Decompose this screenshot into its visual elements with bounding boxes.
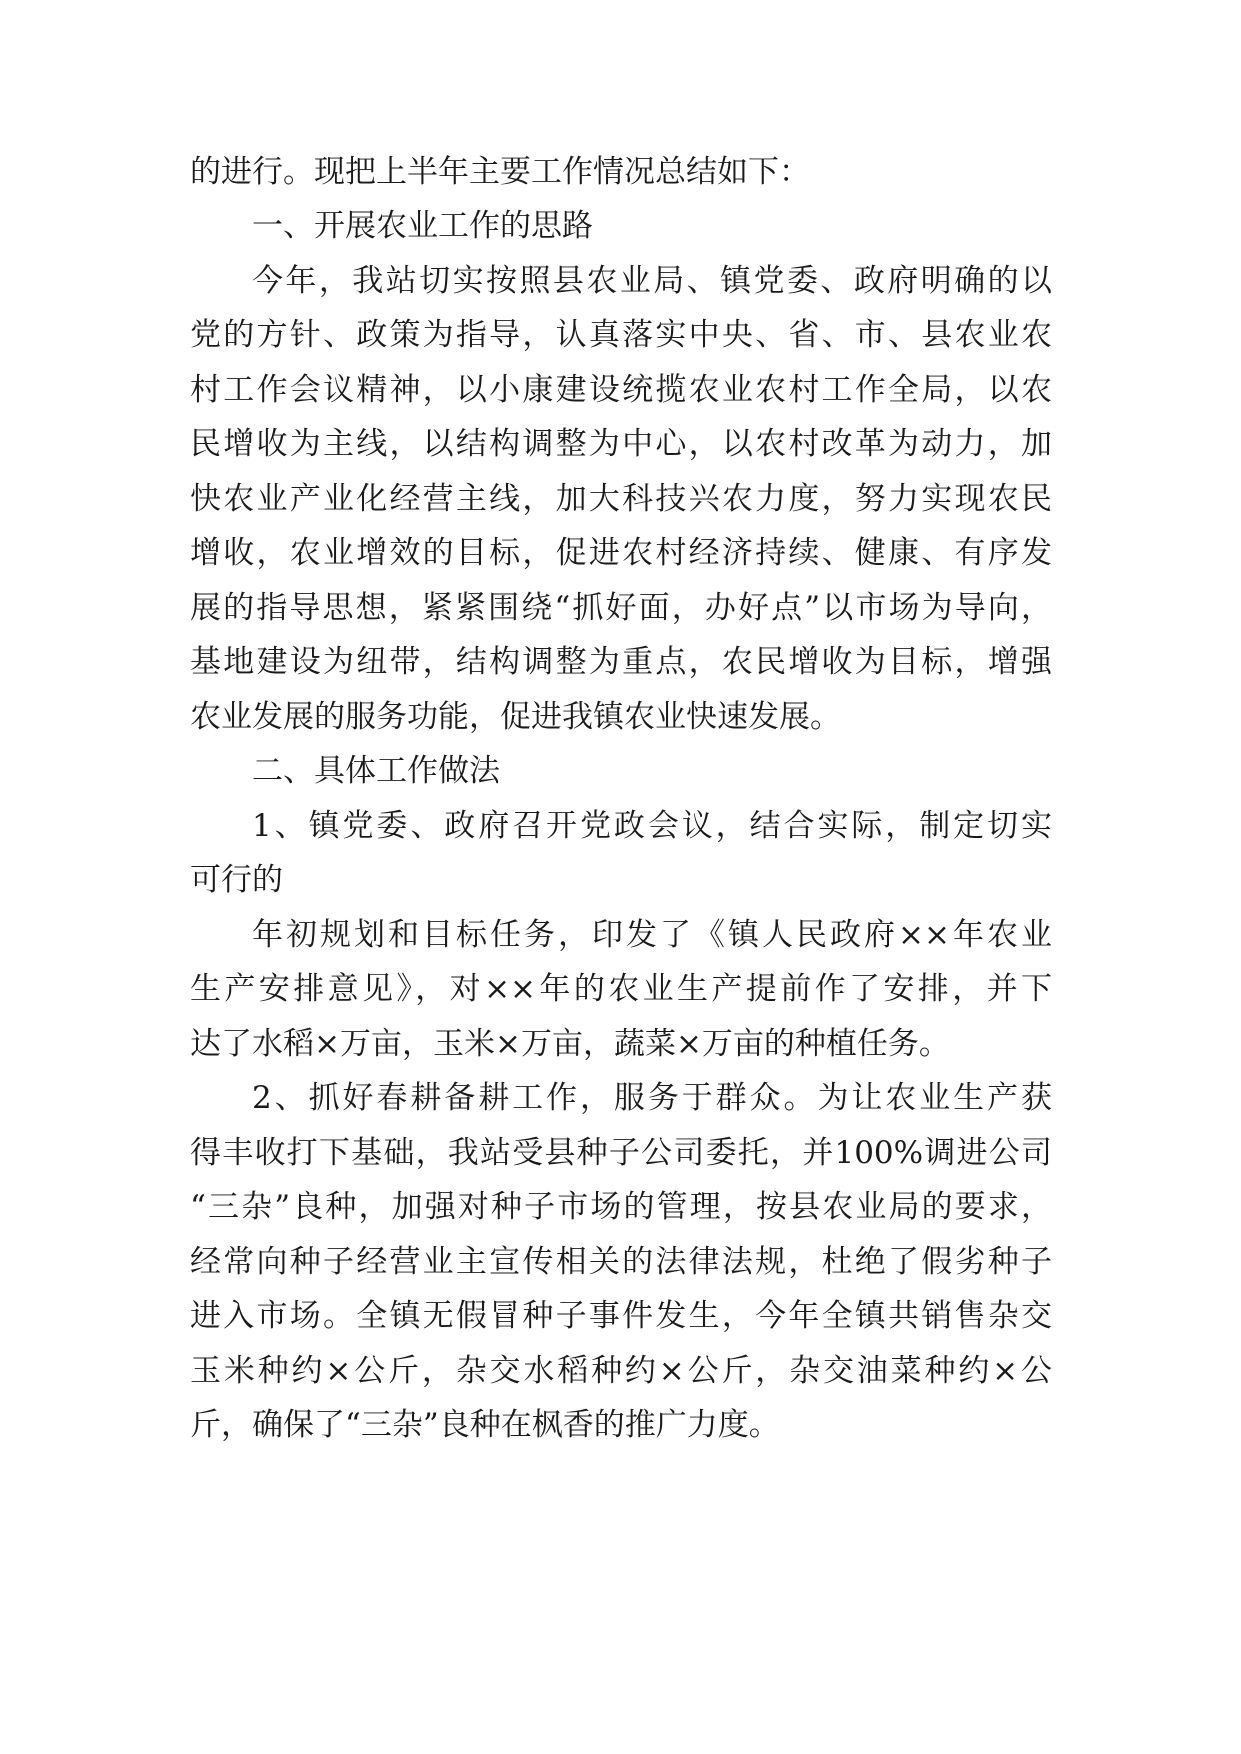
body-text-line: 的进行。现把上半年主要工作情况总结如下：	[190, 154, 810, 190]
body-text-line: 农业发展的服务功能，促进我镇农业快速发展。	[190, 699, 841, 735]
body-text-line: 得丰收打下基础，我站受县种子公司委托，并100%调进公司	[190, 1135, 1052, 1171]
body-text-line: 进入市场。全镇无假冒种子事件发生，今年全镇共销售杂交	[190, 1298, 1052, 1334]
body-text-line: 斤，确保了“三杂”良种在枫香的推广力度。	[190, 1407, 780, 1443]
body-text-line: 年初规划和目标任务，印发了《镇人民政府××年农业	[252, 917, 1052, 953]
body-text-line: 今年，我站切实按照县农业局、镇党委、政府明确的以	[252, 263, 1052, 299]
body-text-line: 党的方针、政策为指导，认真落实中央、省、市、县农业农	[190, 317, 1052, 353]
body-text-line: “三杂”良种，加强对种子市场的管理，按县农业局的要求，	[190, 1189, 1052, 1225]
section-heading: 一、开展农业工作的思路	[252, 208, 593, 244]
body-text-line: 快农业产业化经营主线，加大科技兴农力度，努力实现农民	[190, 481, 1052, 517]
body-text-line: 生产安排意见》，对××年的农业生产提前作了安排，并下	[190, 971, 1052, 1007]
body-text-line: 达了水稻×万亩，玉米×万亩，蔬菜×万亩的种植任务。	[190, 1026, 950, 1062]
body-text-line: 2、抓好春耕备耕工作，服务于群众。为让农业生产获	[252, 1080, 1052, 1116]
body-text-line: 村工作会议精神，以小康建设统揽农业农村工作全局，以农	[190, 372, 1052, 408]
body-text-line: 民增收为主线，以结构调整为中心，以农村改革为动力，加	[190, 426, 1052, 462]
body-text-line: 展的指导思想，紧紧围绕“抓好面，办好点”以市场为导向，	[190, 590, 1052, 626]
body-text-line: 增收，农业增效的目标，促进农村经济持续、健康、有序发	[190, 535, 1052, 571]
body-text-line: 1、镇党委、政府召开党政会议，结合实际，制定切实	[252, 808, 1052, 844]
body-text-line: 经常向种子经营业主宣传相关的法律法规，杜绝了假劣种子	[190, 1244, 1052, 1280]
body-text-line: 基地建设为纽带，结构调整为重点，农民增收为目标，增强	[190, 644, 1052, 680]
section-heading: 二、具体工作做法	[252, 753, 500, 789]
body-text-line: 可行的	[190, 862, 283, 898]
body-text-line: 玉米种约×公斤，杂交水稻种约×公斤，杂交油菜种约×公	[190, 1353, 1052, 1389]
